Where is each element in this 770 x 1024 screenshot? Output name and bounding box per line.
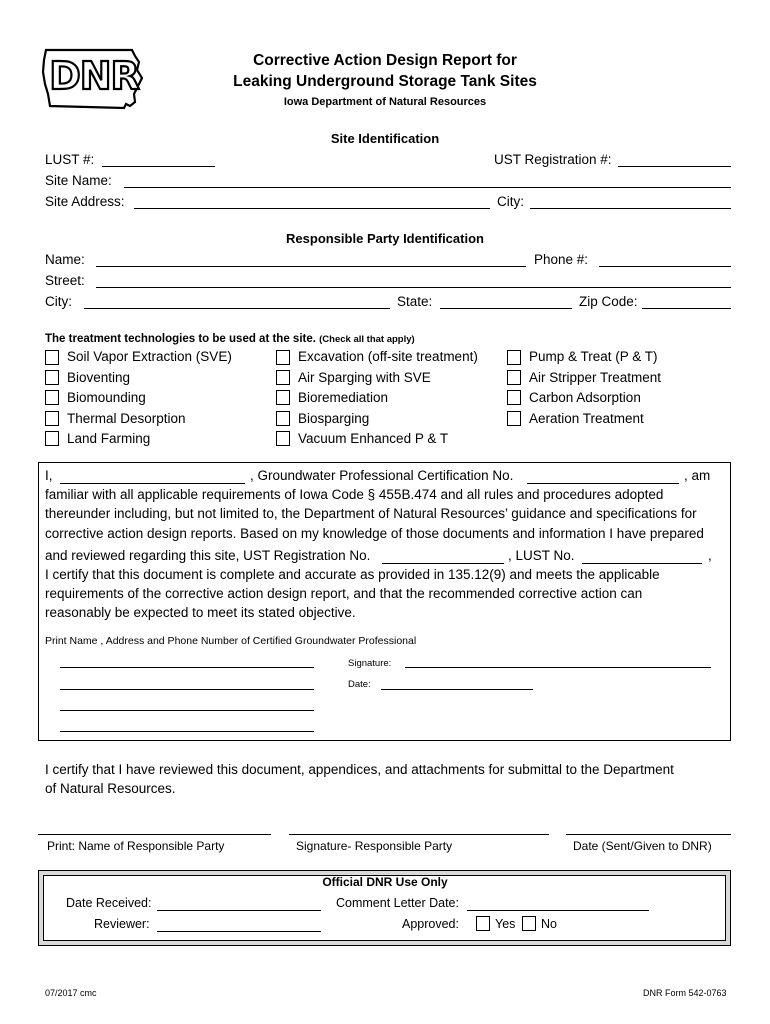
cert-line2: familiar with all applicable requirements of Iowa Code § 455B.474 and all rules and procedures adopted bbox=[45, 487, 664, 502]
cert-i: I, bbox=[45, 468, 53, 483]
label-pump-treat: Pump & Treat (P & T) bbox=[529, 349, 658, 364]
ust-registration-field[interactable] bbox=[618, 166, 731, 167]
signature-responsible-field[interactable] bbox=[289, 834, 549, 835]
date-received-label: Date Received: bbox=[66, 896, 152, 910]
comment-letter-date-label: Comment Letter Date: bbox=[336, 896, 459, 910]
checkbox-excavation[interactable] bbox=[276, 350, 290, 365]
checkbox-biosparging[interactable] bbox=[276, 411, 290, 426]
label-thermal-desorption: Thermal Desorption bbox=[67, 411, 186, 426]
party-zip-label: Zip Code: bbox=[579, 294, 638, 309]
checkbox-bioremediation[interactable] bbox=[276, 390, 290, 405]
cert-print-name-label: Print Name , Address and Phone Number of Certified Groundwater Professional bbox=[45, 635, 417, 647]
print-name-responsible-field[interactable] bbox=[38, 834, 271, 835]
checkbox-aeration[interactable] bbox=[507, 411, 521, 426]
gw-cert-number-field[interactable] bbox=[527, 483, 679, 484]
site-city-field[interactable] bbox=[530, 208, 731, 209]
approved-no-checkbox[interactable] bbox=[522, 916, 536, 931]
checkbox-air-sparging[interactable] bbox=[276, 370, 290, 385]
cert-line7: requirements of the corrective action design report, and that the recommended corrective action can bbox=[45, 586, 643, 601]
gw-info-line-4[interactable] bbox=[60, 731, 314, 732]
approved-yes-label: Yes bbox=[495, 917, 516, 931]
party-zip-field[interactable] bbox=[642, 308, 731, 309]
party-street-label: Street: bbox=[45, 273, 85, 288]
label-air-stripper: Air Stripper Treatment bbox=[529, 370, 662, 385]
cert-line8: reasonably be expected to meet its stated objective. bbox=[45, 605, 356, 620]
site-address-field[interactable] bbox=[134, 208, 490, 209]
party-phone-field[interactable] bbox=[599, 266, 731, 267]
label-air-sparging: Air Sparging with SVE bbox=[298, 370, 431, 385]
cert-ust-number-field[interactable] bbox=[382, 563, 504, 564]
logo-text: DNR bbox=[49, 54, 139, 98]
site-name-field[interactable] bbox=[124, 187, 731, 188]
gw-info-line-3[interactable] bbox=[60, 710, 314, 711]
party-state-field[interactable] bbox=[440, 308, 572, 309]
approved-no-label: No bbox=[541, 917, 557, 931]
cert-lust-label: , LUST No. bbox=[508, 548, 575, 563]
form-title-line1: Corrective Action Design Report for bbox=[253, 52, 517, 69]
label-biomounding: Biomounding bbox=[67, 390, 146, 405]
party-state-label: State: bbox=[397, 294, 433, 309]
signature-responsible-label: Signature- Responsible Party bbox=[296, 839, 453, 853]
cert-line5: and reviewed regarding this site, UST Registration No. bbox=[45, 548, 371, 563]
lust-label: LUST #: bbox=[45, 152, 95, 167]
date-sent-field[interactable] bbox=[566, 834, 731, 835]
reviewer-field[interactable] bbox=[157, 931, 321, 932]
cert-line4: corrective action design reports. Based on my knowledge of those documents and information I have prepared bbox=[45, 526, 704, 541]
label-bioremediation: Bioremediation bbox=[298, 390, 389, 405]
checkbox-pump-treat[interactable] bbox=[507, 350, 521, 365]
site-name-label: Site Name: bbox=[45, 173, 112, 188]
checkbox-carbon-adsorption[interactable] bbox=[507, 390, 521, 405]
checkbox-bioventing[interactable] bbox=[45, 370, 59, 385]
print-name-responsible-label: Print: Name of Responsible Party bbox=[47, 839, 225, 853]
cert-comma: , bbox=[708, 548, 712, 563]
cert-date-label: Date: bbox=[348, 679, 371, 690]
party-street-field[interactable] bbox=[96, 287, 731, 288]
comment-letter-date-field[interactable] bbox=[467, 910, 649, 911]
label-sve: Soil Vapor Extraction (SVE) bbox=[67, 349, 232, 364]
cert-line3: thereunder including, but not limited to, the Department of Natural Resources’ guidance and specifications for bbox=[45, 506, 697, 521]
agency-name: Iowa Department of Natural Resources bbox=[283, 96, 487, 108]
review-line2: of Natural Resources. bbox=[45, 781, 176, 796]
lust-number-field[interactable] bbox=[102, 166, 215, 167]
footer-form-number: DNR Form 542-0763 bbox=[643, 988, 727, 998]
label-carbon-adsorption: Carbon Adsorption bbox=[529, 390, 641, 405]
label-excavation: Excavation (off-site treatment) bbox=[298, 349, 478, 364]
party-city-label: City: bbox=[45, 294, 72, 309]
checkbox-vacuum-enhanced[interactable] bbox=[276, 431, 290, 446]
checkbox-biomounding[interactable] bbox=[45, 390, 59, 405]
site-city-label: City: bbox=[497, 194, 524, 209]
party-name-field[interactable] bbox=[96, 266, 526, 267]
form-title-line2: Leaking Underground Storage Tank Sites bbox=[233, 73, 537, 90]
party-city-field[interactable] bbox=[84, 308, 390, 309]
cert-lust-number-field[interactable] bbox=[582, 563, 702, 564]
cert-signature-label: Signature: bbox=[348, 658, 392, 669]
ust-registration-label: UST Registration #: bbox=[494, 152, 612, 167]
checkbox-sve[interactable] bbox=[45, 350, 59, 365]
label-bioventing: Bioventing bbox=[67, 370, 131, 385]
party-phone-label: Phone #: bbox=[534, 252, 589, 267]
site-address-label: Site Address: bbox=[45, 194, 125, 209]
treatment-heading-note: (Check all that apply) bbox=[319, 334, 415, 345]
date-received-field[interactable] bbox=[157, 910, 321, 911]
site-identification-heading: Site Identification bbox=[330, 131, 440, 146]
checkbox-land-farming[interactable] bbox=[45, 431, 59, 446]
party-name-label: Name: bbox=[45, 252, 85, 267]
footer-revision: 07/2017 cmc bbox=[45, 988, 97, 998]
cert-am: , am bbox=[684, 468, 711, 483]
official-use-heading: Official DNR Use Only bbox=[322, 875, 448, 889]
gw-info-line-2[interactable] bbox=[60, 689, 314, 690]
approved-yes-checkbox[interactable] bbox=[476, 916, 490, 931]
reviewer-label: Reviewer: bbox=[94, 917, 150, 931]
checkbox-air-stripper[interactable] bbox=[507, 370, 521, 385]
label-vacuum-enhanced: Vacuum Enhanced P & T bbox=[298, 431, 449, 446]
cert-date-field[interactable] bbox=[381, 689, 533, 690]
label-land-farming: Land Farming bbox=[67, 431, 151, 446]
label-biosparging: Biosparging bbox=[298, 411, 370, 426]
label-aeration: Aeration Treatment bbox=[529, 411, 644, 426]
gw-professional-name-field[interactable] bbox=[60, 483, 245, 484]
gw-info-line-1[interactable] bbox=[60, 667, 314, 668]
cert-line6: I certify that this document is complete and accurate as provided in 135.12(9) and meets the applicable bbox=[45, 567, 660, 582]
checkbox-thermal-desorption[interactable] bbox=[45, 411, 59, 426]
review-line1: I certify that I have reviewed this document, appendices, and attachments for submittal to the Department bbox=[45, 762, 674, 777]
cert-gw-cert-label: , Groundwater Professional Certification No. bbox=[250, 468, 514, 483]
treatment-heading bbox=[45, 331, 415, 348]
responsible-party-heading: Responsible Party Identification bbox=[286, 231, 484, 246]
approved-label: Approved: bbox=[402, 917, 459, 931]
date-sent-label: Date (Sent/Given to DNR) bbox=[573, 839, 712, 853]
cert-signature-field[interactable] bbox=[405, 667, 711, 668]
treatment-heading-text: The treatment technologies to be used at the site. bbox=[45, 333, 316, 345]
